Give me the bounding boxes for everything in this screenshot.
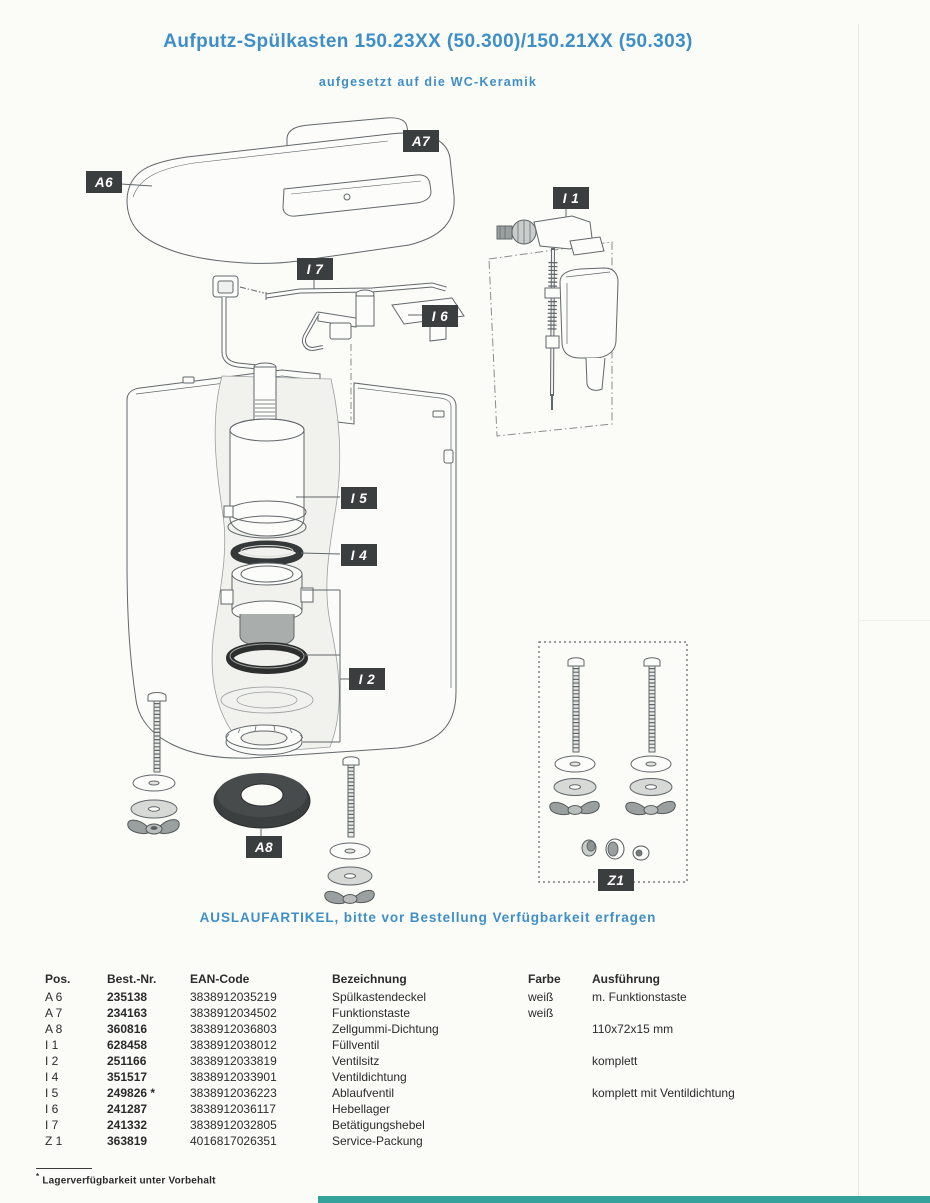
table-cell-best_nr: 249826 * (107, 1086, 156, 1100)
part-label-i6: I 6 (422, 305, 458, 327)
table-header-best-nr: Best.-Nr. (107, 972, 157, 986)
availability-note: AUSLAUFARTIKEL, bitte vor Bestellung Verfügbarkeit erfragen (199, 910, 657, 925)
table-cell-ean: 3838912034502 (190, 1006, 277, 1020)
table-cell-ausfuehrung (592, 1069, 845, 1085)
table-cell-pos: I 2 (45, 1054, 59, 1068)
table-row (45, 1117, 845, 1133)
table-header-ausfuehrung: Ausführung (592, 972, 660, 986)
table-cell-ean: 3838912033819 (190, 1054, 277, 1068)
table-cell-ausfuehrung (592, 1133, 845, 1149)
table-cell-best_nr: 351517 (107, 1070, 148, 1084)
parts-table (45, 971, 845, 1149)
part-label-i2: I 2 (349, 668, 385, 690)
table-cell-pos: I 5 (45, 1086, 59, 1100)
table-cell-ausfuehrung: komplett (592, 1054, 638, 1068)
table-header-row (45, 971, 845, 987)
table-row (45, 1053, 845, 1069)
table-cell-pos: Z 1 (45, 1134, 63, 1148)
table-cell-ausfuehrung: 110x72x15 mm (592, 1022, 674, 1036)
table-cell-best_nr: 251166 (107, 1054, 147, 1068)
table-cell-pos: I 7 (45, 1118, 59, 1132)
table-cell-ean: 3838912035219 (190, 990, 277, 1004)
table-row (45, 1005, 845, 1021)
table-cell-bezeichnung: Hebellager (332, 1102, 391, 1116)
table-cell-best_nr: 363819 (107, 1134, 148, 1148)
table-cell-farbe: weiß (528, 1006, 554, 1020)
table-cell-bezeichnung: Ventilsitz (332, 1054, 380, 1068)
table-cell-ausfuehrung (592, 1037, 845, 1053)
table-cell-farbe (528, 1085, 592, 1101)
table-cell-bezeichnung: Füllventil (332, 1038, 380, 1052)
table-cell-ean: 3838912033901 (190, 1070, 277, 1084)
table-cell-ean: 3838912036803 (190, 1022, 277, 1036)
part-label-a8: A8 (246, 836, 282, 858)
page-subtitle: aufgesetzt auf die WC-Keramik (318, 75, 538, 89)
part-label-i1: I 1 (553, 187, 589, 209)
table-cell-bezeichnung: Ablaufventil (332, 1086, 395, 1100)
table-cell-bezeichnung: Betätigungshebel (332, 1118, 425, 1132)
part-label-a7: A7 (403, 130, 439, 152)
table-cell-ean: 3838912038012 (190, 1038, 277, 1052)
table-cell-farbe (528, 1069, 592, 1085)
table-cell-pos: I 6 (45, 1102, 59, 1116)
table-header-farbe: Farbe (528, 972, 561, 986)
part-label-a6: A6 (86, 171, 122, 193)
table-cell-pos: A 8 (45, 1022, 63, 1036)
table-cell-bezeichnung: Zellgummi-Dichtung (332, 1022, 439, 1036)
table-cell-pos: I 1 (45, 1038, 59, 1052)
footer-bar (318, 1196, 930, 1203)
table-cell-pos: A 6 (45, 990, 63, 1004)
table-cell-ean: 4016817026351 (190, 1134, 277, 1148)
table-cell-ean: 3838912036117 (190, 1102, 276, 1116)
footnote-separator (36, 1168, 92, 1169)
table-cell-best_nr: 628458 (107, 1038, 148, 1052)
table-cell-farbe (528, 1053, 592, 1069)
table-cell-best_nr: 241332 (107, 1118, 148, 1132)
page-title: Aufputz-Spülkasten 150.23XX (50.300)/150.21XX (50.303) (163, 31, 693, 52)
table-cell-best_nr: 360816 (107, 1022, 148, 1036)
table-cell-best_nr: 235138 (107, 990, 148, 1004)
table-cell-farbe (528, 1117, 592, 1133)
footnote-marker: * (36, 1172, 40, 1181)
table-cell-farbe: weiß (528, 990, 554, 1004)
table-header-pos: Pos. (45, 972, 71, 986)
table-cell-best_nr: 241287 (107, 1102, 148, 1116)
table-row (45, 1133, 845, 1149)
table-cell-bezeichnung: Spülkastendeckel (332, 990, 427, 1004)
table-row (45, 1037, 845, 1053)
table-cell-pos: A 7 (45, 1006, 63, 1020)
table-cell-ausfuehrung (592, 1101, 845, 1117)
table-cell-ausfuehrung (592, 1005, 845, 1021)
table-row (45, 989, 845, 1005)
table-row (45, 1021, 845, 1037)
table-header-bezeichnung: Bezeichnung (332, 972, 407, 986)
part-label-z1: Z1 (598, 869, 634, 891)
table-header-ean-code: EAN-Code (190, 972, 250, 986)
table-cell-best_nr: 234163 (107, 1006, 148, 1020)
footnote (36, 1172, 216, 1186)
table-cell-ausfuehrung: m. Funktionstaste (592, 990, 687, 1004)
table-cell-bezeichnung: Service-Packung (332, 1134, 423, 1148)
part-label-i5: I 5 (341, 487, 377, 509)
footnote-text: Lagerverfügbarkeit unter Vorbehalt (42, 1175, 216, 1187)
table-row (45, 1101, 845, 1117)
table-cell-farbe (528, 1101, 592, 1117)
part-label-i7: I 7 (297, 258, 333, 280)
table-cell-ausfuehrung: komplett mit Ventildichtung (592, 1086, 735, 1100)
parts-table-body (45, 989, 845, 1149)
table-cell-pos: I 4 (45, 1070, 59, 1084)
table-cell-ausfuehrung (592, 1117, 845, 1133)
table-cell-farbe (528, 1021, 592, 1037)
table-cell-bezeichnung: Funktionstaste (332, 1006, 411, 1020)
table-row (45, 1085, 845, 1101)
table-cell-farbe (528, 1133, 592, 1149)
table-cell-farbe (528, 1037, 592, 1053)
table-row (45, 1069, 845, 1085)
table-cell-ean: 3838912036223 (190, 1086, 277, 1100)
table-cell-bezeichnung: Ventildichtung (332, 1070, 407, 1084)
table-cell-ean: 3838912032805 (190, 1118, 277, 1132)
part-label-i4: I 4 (341, 544, 377, 566)
